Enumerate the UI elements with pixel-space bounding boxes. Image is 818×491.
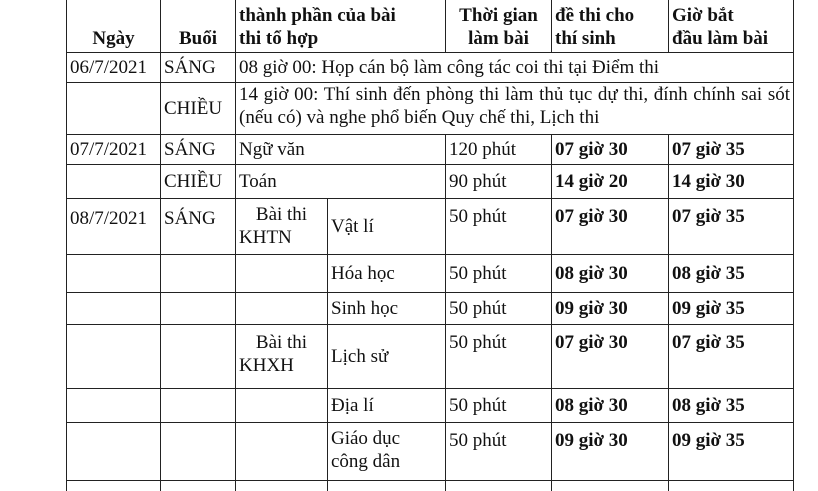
note-cell: 08 giờ 00: Họp cán bộ làm công tác coi thi tại Điểm thi — [236, 53, 794, 83]
table-row — [67, 325, 794, 389]
group-line1: Bài thi — [255, 332, 308, 353]
duration-cell: 50 phút — [446, 255, 552, 293]
give-time-cell: 08 giờ 30 — [552, 255, 669, 293]
table-row — [67, 165, 794, 199]
date-cell: 06/7/2021 — [67, 53, 161, 83]
group-line2: KHTN — [239, 227, 292, 248]
start-time-cell: 07 giờ 35 — [669, 325, 794, 389]
date-cell: 07/7/2021 — [67, 135, 161, 165]
date-cell — [67, 293, 161, 325]
date-cell: 08/7/2021 — [67, 199, 161, 255]
session-cell — [161, 255, 236, 293]
date-cell — [67, 325, 161, 389]
group-cell — [236, 255, 328, 293]
session-cell — [161, 389, 236, 423]
header-duration — [446, 0, 552, 53]
give-time-cell: 07 giờ 30 — [552, 199, 669, 255]
date-cell — [67, 255, 161, 293]
subject-cell: Địa lí — [328, 389, 446, 423]
subject-cell: Lịch sử — [328, 325, 446, 389]
session-cell — [161, 423, 236, 481]
header-duration-line1: Thời gian — [459, 5, 538, 26]
header-give-time — [552, 0, 669, 53]
table-row — [67, 83, 794, 135]
subject-cell: Hóa học — [328, 255, 446, 293]
duration-cell: 120 phút — [446, 135, 552, 165]
duration-cell: 90 phút — [446, 165, 552, 199]
header-give-time-line2: thí sinh — [555, 28, 616, 49]
duration-cell — [446, 481, 552, 491]
header-start-time-line2: đầu làm bài — [672, 28, 769, 49]
table-row — [67, 199, 794, 255]
note-cell: 14 giờ 00: Thí sinh đến phòng thi làm thủ tục dự thi, đính chính sai sót (nếu có) và nghe phổ biến Quy chế thi, Lịch thi — [236, 83, 794, 135]
duration-cell: 50 phút — [446, 199, 552, 255]
date-cell — [67, 165, 161, 199]
group-cell — [236, 199, 328, 255]
date-cell — [67, 423, 161, 481]
subject-cell: Ngữ văn — [236, 135, 446, 165]
date-cell — [67, 389, 161, 423]
header-subject — [236, 0, 446, 53]
exam-schedule-table-wrapper — [66, 0, 794, 491]
group-cell — [236, 389, 328, 423]
subject-line1: Giáo dục — [331, 428, 401, 449]
duration-cell: 50 phút — [446, 325, 552, 389]
start-time-cell: 08 giờ 35 — [669, 389, 794, 423]
header-session: Buổi — [161, 0, 236, 53]
subject-cell: Vật lí — [328, 199, 446, 255]
start-time-cell: 08 giờ 35 — [669, 255, 794, 293]
header-row — [67, 0, 794, 53]
header-start-time — [669, 0, 794, 53]
header-duration-line2: làm bài — [468, 28, 529, 49]
table-row — [67, 255, 794, 293]
exam-schedule-table — [66, 0, 794, 491]
start-time-cell: 09 giờ 35 — [669, 293, 794, 325]
group-cell — [236, 481, 328, 491]
subject-line2: công dân — [331, 451, 401, 472]
table-row — [67, 423, 794, 481]
group-cell — [236, 325, 328, 389]
duration-cell: 50 phút — [446, 423, 552, 481]
start-time-cell: 09 giờ 35 — [669, 423, 794, 481]
group-cell — [236, 293, 328, 325]
give-time-cell — [552, 481, 669, 491]
give-time-cell: 09 giờ 30 — [552, 423, 669, 481]
header-date: Ngày — [67, 0, 161, 53]
header-subject-line1: thành phần của bài — [239, 5, 396, 26]
table-row — [67, 53, 794, 83]
give-time-cell: 08 giờ 30 — [552, 389, 669, 423]
give-time-cell: 07 giờ 30 — [552, 325, 669, 389]
table-row — [67, 135, 794, 165]
give-time-cell: 07 giờ 30 — [552, 135, 669, 165]
start-time-cell — [669, 481, 794, 491]
table-row — [67, 481, 794, 491]
date-cell — [67, 83, 161, 135]
subject-cell — [328, 481, 446, 491]
header-start-time-line1: Giờ bắt — [672, 5, 734, 26]
date-cell — [67, 481, 161, 491]
group-line2: KHXH — [239, 355, 294, 376]
header-subject-line2: thi tổ hợp — [239, 28, 319, 49]
group-line1: Bài thi — [255, 204, 308, 225]
start-time-cell: 07 giờ 35 — [669, 135, 794, 165]
session-cell: CHIỀU — [161, 83, 236, 135]
header-give-time-line1: đề thi cho — [555, 5, 635, 26]
session-cell: SÁNG — [161, 135, 236, 165]
table-row — [67, 389, 794, 423]
session-cell: SÁNG — [161, 199, 236, 255]
session-cell — [161, 325, 236, 389]
subject-cell — [328, 423, 446, 481]
session-cell — [161, 481, 236, 491]
session-cell: SÁNG — [161, 53, 236, 83]
give-time-cell: 14 giờ 20 — [552, 165, 669, 199]
session-cell: CHIỀU — [161, 165, 236, 199]
give-time-cell: 09 giờ 30 — [552, 293, 669, 325]
subject-cell: Sinh học — [328, 293, 446, 325]
group-cell — [236, 423, 328, 481]
start-time-cell: 07 giờ 35 — [669, 199, 794, 255]
subject-cell: Toán — [236, 165, 446, 199]
session-cell — [161, 293, 236, 325]
duration-cell: 50 phút — [446, 293, 552, 325]
start-time-cell: 14 giờ 30 — [669, 165, 794, 199]
duration-cell: 50 phút — [446, 389, 552, 423]
table-row — [67, 293, 794, 325]
